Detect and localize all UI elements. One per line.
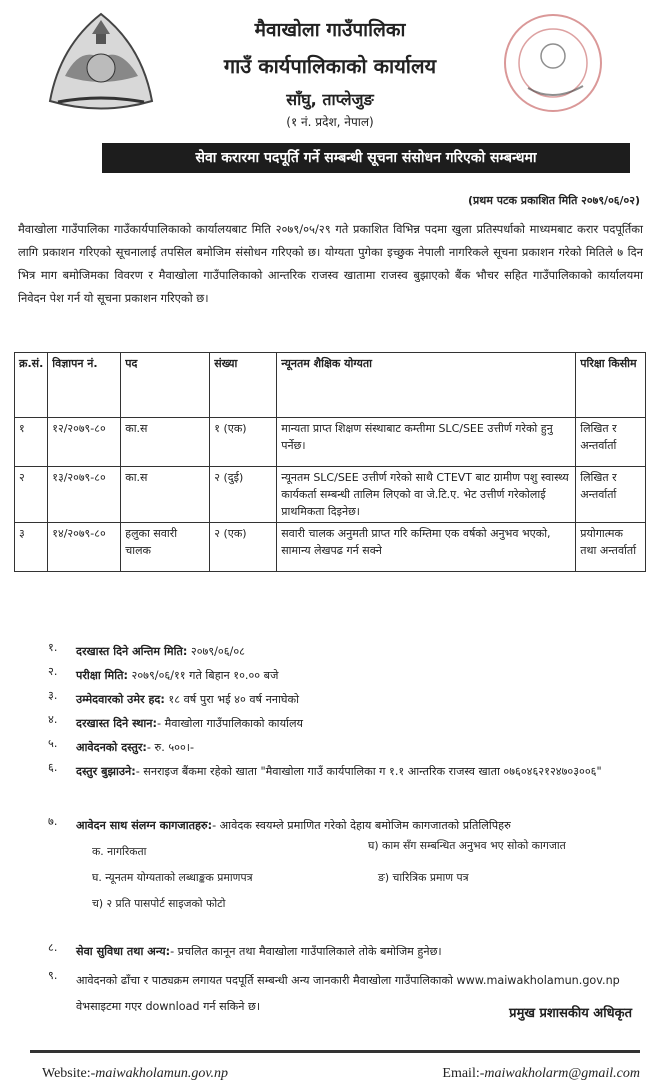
cell-ad-number: १३/२०७९-८० xyxy=(48,467,121,523)
signatory-title: प्रमुख प्रशासकीय अधिकृत xyxy=(509,1006,632,1021)
term-text: आवेदनको ढाँचा र पाठ्यक्रम लगायत पदपूर्ति सम्बन्धी अन्य जानकारी मैवाखोला गाउँपालिकाको www.maiwakholamun.gov.np वेभसाइटमा गएर download गर्न सकिने छ। xyxy=(76,974,620,1013)
table-header-row xyxy=(15,353,646,418)
term-number: ३. xyxy=(48,689,58,702)
cell-count: २ (दुई) xyxy=(210,467,277,523)
term-label: उम्मेदवारको उमेर हद: xyxy=(76,693,165,706)
cell-count: २ (एक) xyxy=(210,523,277,572)
header-ad-number: विज्ञापन नं. xyxy=(48,353,121,418)
cell-post: का.स xyxy=(121,467,210,523)
document-marksheet: घ. न्यूनतम योग्यताको लब्धाङ्कक प्रमाणपत्र xyxy=(92,871,253,884)
cell-serial: ३ xyxy=(15,523,48,572)
cell-post: हलुका सवारी चालक xyxy=(121,523,210,572)
term-label: दरखास्त दिने अन्तिम मिति: xyxy=(76,645,188,658)
term-text: - प्रचलित कानून तथा मैवाखोला गाउँपालिकाले तोके बमोजिम हुनेछ। xyxy=(170,945,442,958)
document-citizenship: क. नागरिकता xyxy=(92,845,147,858)
header-qualification: न्यूनतम शैक्षिक योग्यता xyxy=(277,353,576,418)
first-published-date: (प्रथम पटक प्रकाशित मिति २०७९/०६/०२) xyxy=(468,194,640,207)
vacancy-table xyxy=(14,352,646,572)
term-number: ८. xyxy=(48,941,58,954)
document-experience: घ) काम सँग सम्बन्धित अनुभव भए सोको कागजात xyxy=(368,839,566,852)
header-serial: क्र.सं. xyxy=(15,353,48,418)
term-label: परीक्षा मिति: xyxy=(76,669,128,682)
cell-serial: २ xyxy=(15,467,48,523)
cell-qualification: न्यूनतम SLC/SEE उत्तीर्ण गरेको साथै CTEVT बाट ग्रामीण पशु स्वास्थ्य कार्यकर्ता सम्बन्धी तालिम लिएको वा जे.टि.ए. भेट उत्तीर्ण गरेकोलाई प्राथमिकता दिइनेछ। xyxy=(277,467,576,523)
footer-website xyxy=(42,1066,228,1082)
notice-title-banner: सेवा करारमा पदपूर्ति गर्ने सम्बन्धी सूचना संसोधन गरिएको सम्बन्धमा xyxy=(102,143,630,173)
cell-exam-type: लिखित र अन्तर्वार्ता xyxy=(576,418,646,467)
term-text: - सनराइज बैंकमा रहेको खाता "मैवाखोला गाउँ कार्यपालिका ग १.१ आन्तरिक राजस्व खाता ०७६०४६२१२४७०३००६" xyxy=(135,765,602,778)
government-emblem-icon xyxy=(40,6,162,118)
cell-exam-type: प्रयोगात्मक तथा अन्तर्वार्ता xyxy=(576,523,646,572)
table-row xyxy=(15,467,646,523)
term-number: १. xyxy=(48,641,58,654)
cell-ad-number: १४/२०७९-८० xyxy=(48,523,121,572)
cell-exam-type: लिखित र अन्तर्वार्ता xyxy=(576,467,646,523)
term-number: ७. xyxy=(48,815,58,828)
website-link[interactable]: -maiwakholamun.gov.np xyxy=(90,1066,229,1081)
header-post: पद xyxy=(121,353,210,418)
website-label: Website: xyxy=(42,1066,91,1081)
term-text: - आवेदक स्वयम्ले प्रमाणित गरेको देहाय बमोजिम कागजातको प्रतिलिपिहरु xyxy=(212,819,511,832)
term-number: ६. xyxy=(48,761,58,774)
term-number: ५. xyxy=(48,737,58,750)
term-number: ९. xyxy=(48,969,58,982)
term-number: ४. xyxy=(48,713,58,726)
cell-qualification: सवारी चालक अनुमती प्राप्त गरि कम्तिमा एक वर्षको अनुभव भएको, सामान्य लेखपढ गर्न सक्ने xyxy=(277,523,576,572)
header-exam-type: परिक्षा किसीम xyxy=(576,353,646,418)
cell-count: १ (एक) xyxy=(210,418,277,467)
term-text: १८ वर्ष पुरा भई ४० वर्ष ननाघेको xyxy=(164,693,299,706)
cell-post: का.स xyxy=(121,418,210,467)
municipality-name: मैवाखोला गाउँपालिका xyxy=(254,19,406,41)
document-character-certificate: ङ) चारित्रिक प्रमाण पत्र xyxy=(378,871,469,884)
term-number: २. xyxy=(48,665,58,678)
office-stamp-icon xyxy=(498,8,608,118)
cell-serial: १ xyxy=(15,418,48,467)
footer-email xyxy=(442,1066,640,1082)
table-row xyxy=(15,418,646,467)
term-text: - रु. ५००।- xyxy=(146,741,195,754)
email-label: Email: xyxy=(442,1066,480,1081)
cell-ad-number: १२/२०७९-८० xyxy=(48,418,121,467)
header-count: संख्या xyxy=(210,353,277,418)
province-line: (१ नं. प्रदेश, नेपाल) xyxy=(286,115,374,129)
term-label: दरखास्त दिने स्थान: xyxy=(76,717,157,730)
footer-divider xyxy=(30,1050,640,1053)
cell-qualification: मान्यता प्राप्त शिक्षण संस्थाबाट कम्तीमा SLC/SEE उत्तीर्ण गरेको हुनु पर्नेछ। xyxy=(277,418,576,467)
term-text: २०७९/०६/११ गते बिहान १०.०० बजे xyxy=(127,669,279,682)
email-link[interactable]: -maiwakholarm@gmail.com xyxy=(479,1066,640,1081)
term-label: आवेदन साथ संलग्न कागजातहरु: xyxy=(76,819,213,832)
intro-paragraph: मैवाखोला गाउँपालिका गाउँकार्यपालिकाको कार्यालयबाट मिति २०७९/०५/२९ गते प्रकाशित विभिन्न पदमा खुला प्रतिस्पर्धाको माध्यमबाट करार पदपूर्तिका लागि प्रकाशन गरिएको सूचनालाई तपसिल बमोजिम संसोधन गरिएको छ। योग्यता पुगेका इच्छुक नेपाली नागरिकले सूचना प्रकाशन गरेको मितिले ७ दिन भित्र माग बमोजिमका विवरण र मैवाखोला गाउँपालिकाको आन्तरिक राजस्व खातामा राजस्व बुझाएको बैंक भौचर सहित गाउँपालिकाको कार्यालयमा निवेदन पेश गर्न यो सूचना प्रकाशन गरिएको छ। xyxy=(18,222,643,305)
term-text: २०७९/०६/०८ xyxy=(187,645,245,658)
document-photo: च) २ प्रति पासपोर्ट साइजको फोटो xyxy=(92,897,226,910)
term-text: - मैवाखोला गाउँपालिकाको कार्यालय xyxy=(157,717,304,730)
office-name: गाउँ कार्यपालिकाको कार्यालय xyxy=(223,54,437,78)
term-label: आवेदनको दस्तुर: xyxy=(76,741,147,754)
term-label: दस्तुर बुझाउने: xyxy=(76,765,136,778)
office-address: साँघु, ताप्लेजुङ xyxy=(286,90,374,109)
term-label: सेवा सुविधा तथा अन्य: xyxy=(76,945,171,958)
table-row xyxy=(15,523,646,572)
